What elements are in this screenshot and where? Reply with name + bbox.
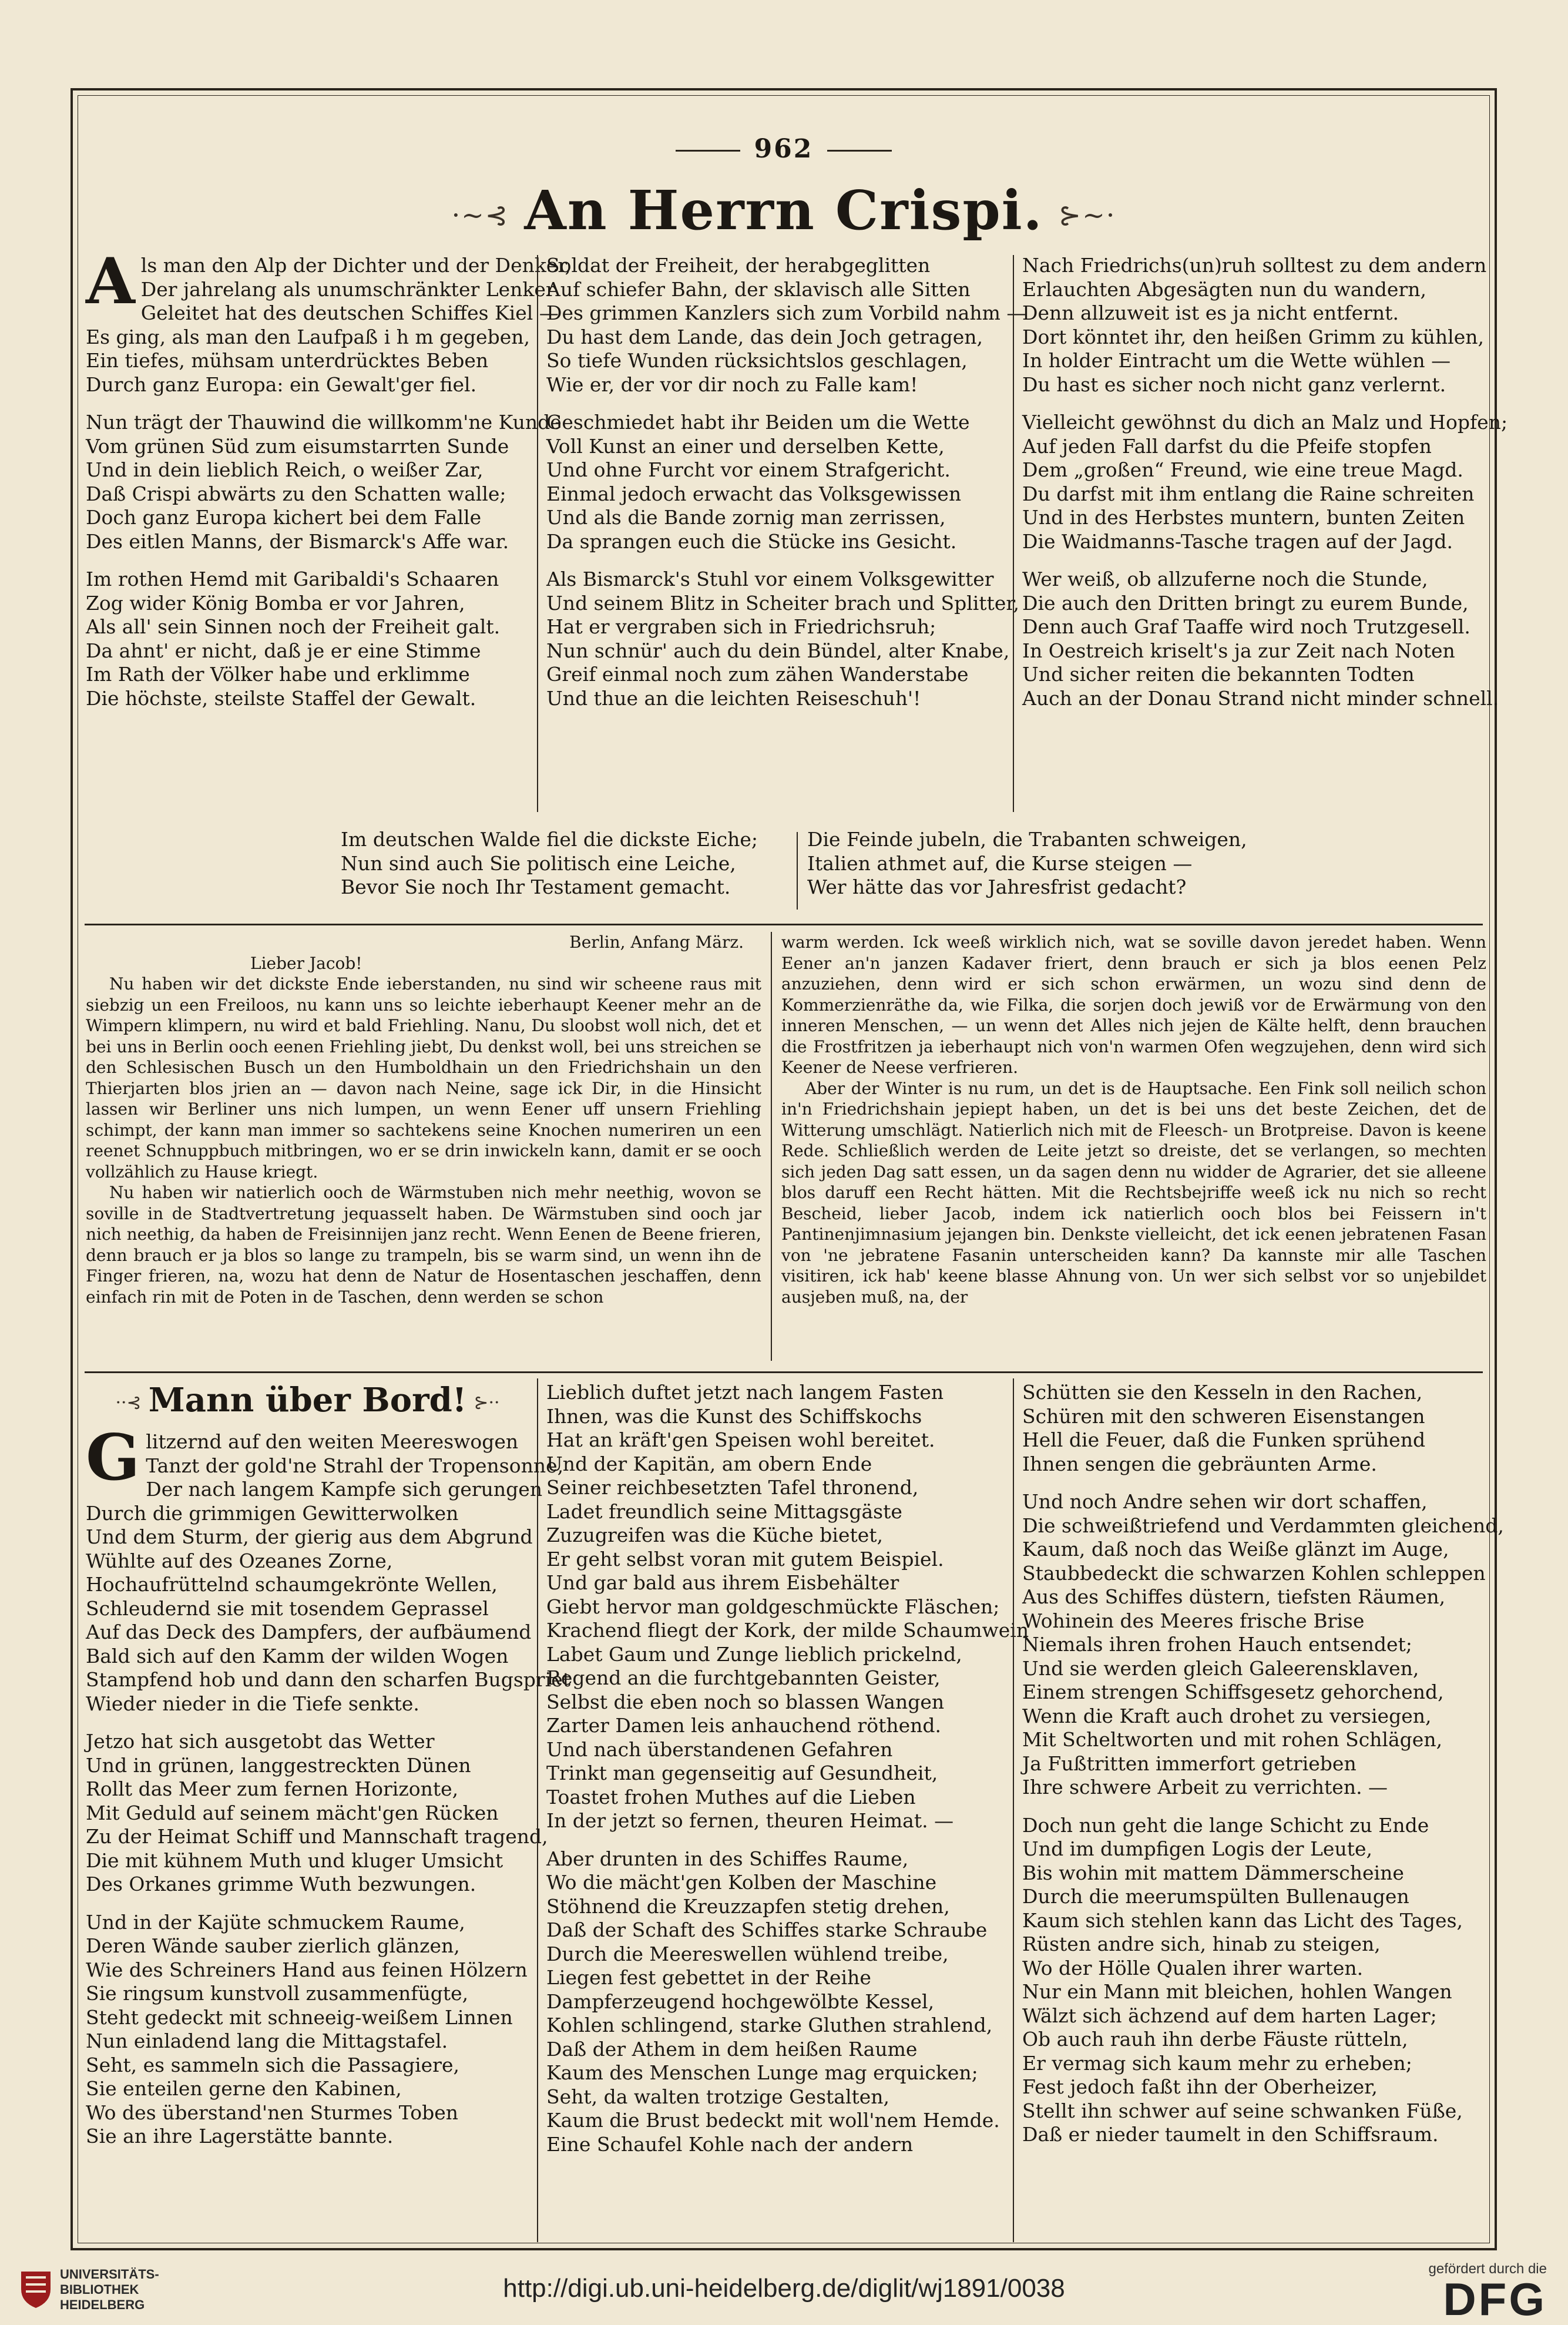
verse-line: Ihnen, was die Kunst des Schiffskochs xyxy=(546,1404,922,1428)
verse-line: Auf das Deck des Dampfers, der aufbäumend xyxy=(86,1621,532,1643)
verse-line: Bevor Sie noch Ihr Testament gemacht. xyxy=(341,875,731,898)
stanza xyxy=(546,568,1019,710)
stanza xyxy=(86,1730,548,1897)
section-divider xyxy=(85,1371,1483,1373)
verse-line: Doch nun geht die lange Schicht zu Ende xyxy=(1022,1813,1429,1837)
verse-line: Und nach überstandenen Gefahren xyxy=(546,1737,893,1761)
verse-line: Denn auch Graf Taaffe wird noch Trutzgesell. xyxy=(1022,615,1470,638)
verse-line: Der nach langem Kampfe sich gerungen xyxy=(146,1478,543,1501)
poem1-final-left xyxy=(341,828,787,900)
verse-line: Deren Wände sauber zierlich glänzen, xyxy=(86,1934,460,1957)
ornament-left-icon: ·~⊰ xyxy=(451,199,509,232)
stanza xyxy=(86,1421,571,1716)
stanza xyxy=(1022,568,1499,710)
verse-line: Wohinein des Meeres frische Brise xyxy=(1022,1609,1365,1632)
funder-logo[interactable] xyxy=(1428,2261,1547,2325)
verse-line: Doch ganz Europa kichert bei dem Falle xyxy=(86,506,482,529)
stanza xyxy=(86,244,572,397)
poem1-title: ·~⊰ An Herrn Crispi. ⊱~· xyxy=(451,179,1116,242)
stanza xyxy=(546,254,1026,397)
verse-line: Wer hätte das vor Jahresfrist gedacht? xyxy=(807,875,1187,898)
stanza xyxy=(1022,254,1486,397)
verse-line: Du hast es sicher noch nicht ganz verlernt. xyxy=(1022,373,1446,396)
stanza xyxy=(86,411,562,553)
funder-name: DFG xyxy=(1443,2273,1547,2325)
source-url-link[interactable]: http://digi.ub.uni-heidelberg.de/diglit/wj1891/0038 xyxy=(503,2274,1065,2303)
verse-line: Wenn die Kraft auch drohet zu versiegen, xyxy=(1022,1704,1432,1727)
column-rule xyxy=(537,1378,538,2242)
verse-line: Und im dumpfigen Logis der Leute, xyxy=(1022,1837,1372,1860)
verse-line: Ja Fußtritten immerfort getrieben xyxy=(1022,1752,1357,1775)
verse-line: Ihnen sengen die gebräunten Arme. xyxy=(1022,1452,1377,1475)
verse-line: Denn allzuweit ist es ja nicht entfernt. xyxy=(1022,301,1399,324)
verse-line: In holder Eintracht um die Wette wühlen — xyxy=(1022,349,1451,372)
verse-line: Schütten sie den Kesseln in den Rachen, xyxy=(1022,1381,1423,1404)
newspaper-page xyxy=(70,88,1508,2250)
verse-line: Daß der Schaft des Schiffes starke Schraube xyxy=(546,1918,988,1941)
verse-line: Durch die meerumspülten Bullenaugen xyxy=(1022,1885,1409,1908)
verse-line: Soldat der Freiheit, der herabgeglitten xyxy=(546,254,931,277)
section-divider xyxy=(85,924,1483,925)
verse-line: Ihre schwere Arbeit zu verrichten. — xyxy=(1022,1776,1388,1799)
verse-line: Staubbedeckt die schwarzen Kohlen schleppen xyxy=(1022,1561,1486,1585)
verse-line: Aber drunten in des Schiffes Raume, xyxy=(546,1847,909,1870)
column-rule xyxy=(1013,255,1014,812)
stanza xyxy=(1022,1814,1486,2147)
poem1-column-1 xyxy=(86,244,572,724)
verse-line: Als man den Alp der Dichter und der Denker, xyxy=(86,244,572,318)
verse-line: Und in dein lieblich Reich, o weißer Zar, xyxy=(86,458,484,481)
verse-line: Und noch Andre sehen wir dort schaffen, xyxy=(1022,1490,1428,1513)
verse-line: Regend an die furchtgebannten Geister, xyxy=(546,1666,941,1689)
verse-line: Eine Schaufel Kohle nach der andern xyxy=(546,2132,914,2156)
verse-line: Nun sind auch Sie politisch eine Leiche, xyxy=(341,851,736,875)
verse-line: Seiner reichbesetzten Tafel thronend, xyxy=(546,1476,919,1499)
letter-paragraph: Nu haben wir natierlich ooch de Wärmstuben nich mehr neethig, wovon se soville in de Stadtvertretung jequasselt haben. De Wärmstuben sind ooch jar nich neethig, da haben de Freisinnijen janz recht. Wenn Eenen de Beene frieren, denn brauch er ja blos so lange zu trampeln, bis se warm sind, un wenn ihn de Finger frieren, na, wozu hat denn de Natur de Hosentaschen jeschaffen, denn einfach rin mit de Poten in de Taschen, denn werden se schon xyxy=(86,1183,761,1307)
verse-line: Es ging, als man den Laufpaß i h m gegeben, xyxy=(86,325,530,348)
verse-line: Nun einladend lang die Mittagstafel. xyxy=(86,2029,448,2052)
verse-line: Du hast dem Lande, das dein Joch getragen, xyxy=(546,325,983,348)
verse-line: Stöhnend die Kreuzzapfen stetig drehen, xyxy=(546,1894,950,1918)
verse-line: Im deutschen Walde fiel die dickste Eiche; xyxy=(341,828,758,851)
verse-line: Wie des Schreiners Hand aus feinen Hölzern xyxy=(86,1958,528,1981)
verse-line: Als Bismarck's Stuhl vor einem Volksgewitter xyxy=(546,568,994,591)
verse-line: Italien athmet auf, die Kurse steigen — xyxy=(807,851,1193,875)
verse-line: Voll Kunst an einer und derselben Kette, xyxy=(546,434,945,458)
verse-line: Die schweißtriefend und Verdammten gleichend, xyxy=(1022,1514,1504,1537)
verse-line: In Oestreich kriselt's ja zur Zeit nach Noten xyxy=(1022,639,1455,662)
drop-cap: A xyxy=(86,244,135,318)
verse-line: Liegen fest gebettet in der Reihe xyxy=(546,1966,871,1989)
verse-line: Auf jeden Fall darfst du die Pfeife stopfen xyxy=(1022,434,1432,458)
verse-line: Greif einmal noch zum zähen Wanderstabe xyxy=(546,663,969,686)
verse-line: Er geht selbst voran mit gutem Beispiel. xyxy=(546,1547,944,1571)
verse-line: Lieblich duftet jetzt nach langem Fasten xyxy=(546,1381,944,1404)
verse-line: Seht, da walten trotzige Gestalten, xyxy=(546,2085,890,2108)
verse-line: Daß er nieder taumelt in den Schiffsraum. xyxy=(1022,2123,1439,2146)
verse-line: Geschmiedet habt ihr Beiden um die Wette xyxy=(546,411,970,434)
verse-line: Hat er vergraben sich in Friedrichsruh; xyxy=(546,615,936,638)
verse-line: Rollt das Meer zum fernen Horizonte, xyxy=(86,1777,459,1800)
poem1-final-right xyxy=(807,828,1265,900)
institution-name: UNIVERSITÄTS- BIBLIOTHEK HEIDELBERG xyxy=(60,2267,159,2312)
verse-line: Die Feinde jubeln, die Trabanten schweigen, xyxy=(807,828,1247,851)
verse-line: Stampfend hob und dann den scharfen Bugspriet xyxy=(86,1668,571,1691)
verse-line: Da sprangen euch die Stücke ins Gesicht. xyxy=(546,529,957,553)
poem1-column-3 xyxy=(1022,254,1508,724)
verse-line: Kohlen schlingend, starke Gluthen strahlend, xyxy=(546,2014,993,2037)
verse-line: Nach Friedrichs(un)ruh solltest zu dem andern xyxy=(1022,254,1487,277)
verse-line: Kaum, daß noch das Weiße glänzt im Auge, xyxy=(1022,1538,1449,1561)
column-rule xyxy=(1013,1378,1014,2242)
verse-line: Und ohne Furcht vor einem Strafgericht. xyxy=(546,458,951,481)
footer-bar xyxy=(0,2261,1568,2325)
column-rule xyxy=(537,255,538,812)
verse-line: So tiefe Wunden rücksichtslos geschlagen, xyxy=(546,349,968,372)
stanza xyxy=(546,411,1005,553)
verse-line: Und dem Sturm, der gierig aus dem Abgrund xyxy=(86,1525,533,1548)
verse-line: Zuzugreifen was die Küche bietet, xyxy=(546,1524,884,1546)
verse-line: Schüren mit den schweren Eisenstangen xyxy=(1022,1404,1425,1428)
verse-line: Die mit kühnem Muth und kluger Umsicht xyxy=(86,1848,503,1872)
verse-line: Die Waidmanns-Tasche tragen auf der Jagd. xyxy=(1022,529,1453,553)
verse-line: Des grimmen Kanzlers sich zum Vorbild nahm — xyxy=(546,301,1026,324)
verse-line: Selbst die eben noch so blassen Wangen xyxy=(546,1690,945,1713)
column-rule xyxy=(771,932,772,1361)
letter-dateline: Berlin, Anfang März. xyxy=(569,932,744,952)
funder-caption: gefördert durch die xyxy=(1428,2261,1547,2277)
verse-line: Hat an kräft'gen Speisen wohl bereitet. xyxy=(546,1428,935,1451)
verse-line: Wälzt sich ächzend auf dem harten Lager; xyxy=(1022,2004,1437,2027)
verse-line: Einem strengen Schiffsgesetz gehorchend, xyxy=(1022,1680,1444,1703)
verse-line: Und seinem Blitz in Scheiter brach und Splitter, xyxy=(546,591,1019,615)
verse-line: Trinkt man gegenseitig auf Gesundheit, xyxy=(546,1762,938,1784)
verse-line: Wieder nieder in die Tiefe senkte. xyxy=(86,1692,419,1715)
verse-line: Wühlte auf des Ozeanes Zorne, xyxy=(86,1549,393,1572)
verse-line: Kaum des Menschen Lunge mag erquicken; xyxy=(546,2061,978,2084)
verse-line: Niemals ihren frohen Hauch entsendet; xyxy=(1022,1633,1412,1656)
verse-line: Und in grünen, langgestreckten Dünen xyxy=(86,1753,471,1777)
verse-line: Im Rath der Völker habe und erklimme xyxy=(86,663,470,686)
verse-line: Krachend fliegt der Kork, der milde Schaumwein xyxy=(546,1619,1029,1642)
verse-line: Durch die grimmigen Gewitterwolken xyxy=(86,1501,459,1525)
verse-line: Ob auch rauh ihn derbe Fäuste rütteln, xyxy=(1022,2028,1408,2051)
verse-line: Sie enteilen gerne den Kabinen, xyxy=(86,2077,402,2100)
verse-line: Steht gedeckt mit schneeig-weißem Linnen xyxy=(86,2005,513,2029)
verse-line: Durch die Meereswellen wühlend treibe, xyxy=(546,1942,949,1965)
verse-line: Hell die Feuer, daß die Funken sprühend xyxy=(1022,1428,1426,1451)
verse-line: Nur ein Mann mit bleichen, hohlen Wangen xyxy=(1022,1980,1452,2003)
verse-line: Und in des Herbstes muntern, bunten Zeiten xyxy=(1022,506,1465,529)
verse-line: Und gar bald aus ihrem Eisbehälter xyxy=(546,1571,899,1594)
verse-line: Aus des Schiffes düstern, tiefsten Räumen, xyxy=(1022,1585,1446,1608)
verse-line: Geleitet hat des deutschen Schiffes Kiel — xyxy=(140,301,559,324)
verse-line: Schleudernd sie mit tosendem Geprassel xyxy=(86,1596,489,1620)
verse-line: Und thue an die leichten Reiseschuh'! xyxy=(546,686,921,710)
verse-line: Du darfst mit ihm entlang die Raine schreiten xyxy=(1022,482,1475,505)
verse-line: Stellt ihn schwer auf seine schwanken Füße, xyxy=(1022,2099,1463,2122)
verse-line: Jetzo hat sich ausgetobt das Wetter xyxy=(86,1730,435,1753)
stanza xyxy=(1022,411,1508,553)
verse-line: Tanzt der gold'ne Strahl der Tropensonne, xyxy=(146,1454,564,1477)
verse-line: Daß der Athem in dem heißen Raume xyxy=(546,2037,918,2061)
verse-line: Dem „großen“ Freund, wie eine treue Magd. xyxy=(1022,458,1463,481)
verse-line: Und sie werden gleich Galeerensklaven, xyxy=(1022,1656,1419,1680)
letter-salutation: Lieber Jacob! xyxy=(250,953,362,973)
poem2-column-1 xyxy=(86,1421,571,2163)
letter-paragraph: warm werden. Ick weeß wirklich nich, wat se soville davon jeredet haben. Wenn Eener an'n janzen Kadaver friert, denn brauch er sich ja blos eenen Pelz anzuziehen, denn wird er sich schon erwärmen, un wozu sind denn de Kommerzienräthe da, wie Filka, die sorjen doch jewiß vor de Erwärmung von den inneren Menschen, — un wenn det Alles nich jejen de Kälte helft, denn brauchen die Frostfritzen ja ieberhaupt nich von'n warmen Ofen wegzujehen, denn wird sich Keener de Neese verfrieren. xyxy=(781,932,1486,1077)
verse-line: Hochaufrüttelnd schaumgekrönte Wellen, xyxy=(86,1573,498,1596)
verse-line: Einmal jedoch erwacht das Volksgewissen xyxy=(546,482,962,505)
verse-line: Sie an ihre Lagerstätte bannte. xyxy=(86,2125,394,2148)
verse-line: Sie ringsum kunstvoll zusammenfügte, xyxy=(86,1982,469,2005)
verse-line: Nun trägt der Thauwind die willkomm'ne Kunde xyxy=(86,411,562,434)
verse-line: Bis wohin mit mattem Dämmerscheine xyxy=(1022,1861,1404,1884)
poem2-title: ··⊰ Mann über Bord! ⊱·· xyxy=(115,1381,500,1420)
verse-line: Dort könntet ihr, den heißen Grimm zu kühlen, xyxy=(1022,325,1484,348)
verse-line: Und in der Kajüte schmuckem Raume, xyxy=(86,1910,465,1934)
verse-line: Fest jedoch faßt ihn der Oberheizer, xyxy=(1022,2075,1378,2098)
letter-right-column xyxy=(781,932,1486,1307)
letter-paragraph: Nu haben wir det dickste Ende ieberstanden, nu sind wir scheene raus mit siebzig un een Freiloos, nu kann uns so leichte ieberhaupt Keener mehr an de Wimpern klimpern, nu wird et bald Friehling. Nanu, Du sloobst woll nich, det et bei uns in Berlin ooch eenen Friehling jiebt, Du denkst woll, bei uns streichen se den Schlesischen Busch un den Humboldhain un den Friedrichshain un den Thierjarten blos jrien an — davon nach Neine, sage ick Dir, in die Hinsicht lassen wir Berliner uns nich lumpen, un wenn Eener uff unsern Friehling schimpt, der kann man immer so sachtekens seine Knochen numeriren un een reenet Schnuppbuch mitbringen, wo er se drin inwickeln kann, damit er se ooch vollzählich zu Hause kriegt. xyxy=(86,974,761,1182)
verse-line: Seht, es sammeln sich die Passagiere, xyxy=(86,2053,459,2076)
verse-line: Glitzernd auf den weiten Meereswogen xyxy=(86,1421,519,1495)
verse-line: Toastet frohen Muthes auf die Lieben xyxy=(546,1785,916,1809)
verse-line: Wo des überstand'nen Sturmes Toben xyxy=(86,2101,459,2124)
drop-cap: G xyxy=(86,1421,140,1495)
verse-line: Als all' sein Sinnen noch der Freiheit galt. xyxy=(86,615,501,638)
verse-line: Wie er, der vor dir noch zu Falle kam! xyxy=(546,373,918,396)
verse-line: Auf schiefer Bahn, der sklavisch alle Sitten xyxy=(546,277,971,301)
stanza xyxy=(86,568,529,710)
verse-line: Er vermag sich kaum mehr zu erheben; xyxy=(1022,2051,1412,2075)
poem1-column-2 xyxy=(546,254,1026,724)
letter-paragraph: Aber der Winter is nu rum, un det is de Hauptsache. Een Fink soll neilich schon in'n Friedrichshain jepiept haben, un det is bei uns det beste Zeichen, det de Witterung umschlägt. Natierlich nich mit de Fleesch- un Brotpreise. Davon is keene Rede. Schließlich werden de Leite jetzt so dreiste, det se verlangen, so mechten sich jeden Dag satt essen, un da sagen denn nu widder de Agrarier, det sie alleene blos daruff een Recht hätten. Mit die Rechtsbejriffe weeß ick nu nich so recht Bescheid, lieber Jacob, indem ick natierlich ooch blos bei Feissern in't Pantinenjimnasium jejangen bin. Denkste vielleicht, det ick eenen jebratenen Fasan von 'ne jebratene Fasanin unterscheiden kann? Da kannste mir alle Taschen visitiren, ick hab' keene blasse Ahnung von. Un wer sich selbst vor so unjebildet ausjeben muß, na, der xyxy=(781,1078,1486,1307)
verse-line: Wo der Hölle Qualen ihrer warten. xyxy=(1022,1956,1364,1980)
verse-line: Der jahrelang als unumschränkter Lenker xyxy=(140,277,555,301)
verse-line: Im rothen Hemd mit Garibaldi's Schaaren xyxy=(86,568,499,591)
ornament-right-icon: ⊱~· xyxy=(1058,199,1116,232)
verse-line: Rüsten andre sich, hinab zu steigen, xyxy=(1022,1933,1381,1955)
verse-line: Bald sich auf den Kamm der wilden Wogen xyxy=(86,1644,509,1668)
verse-line: Zarter Damen leis anhauchend röthend. xyxy=(546,1714,941,1737)
verse-line: Die höchste, steilste Staffel der Gewalt. xyxy=(86,686,476,710)
verse-line: Mit Geduld auf seinem mächt'gen Rücken xyxy=(86,1801,499,1824)
verse-line: Labet Gaum und Zunge lieblich prickelnd, xyxy=(546,1642,962,1666)
verse-line: Und der Kapitän, am obern Ende xyxy=(546,1452,872,1475)
verse-line: Auch an der Donau Strand nicht minder schnell. xyxy=(1022,686,1499,710)
stanza xyxy=(1022,1381,1486,1476)
verse-line: Die auch den Dritten bringt zu eurem Bunde, xyxy=(1022,591,1469,615)
stanza xyxy=(546,1847,1005,2157)
verse-line: Giebt hervor man goldgeschmückte Fläschen; xyxy=(546,1595,1000,1618)
verse-line: Durch ganz Europa: ein Gewalt'ger fiel. xyxy=(86,373,477,396)
verse-line: Ein tiefes, mühsam unterdrücktes Beben xyxy=(86,349,489,372)
verse-line: Da ahnt' er nicht, daß je er eine Stimme xyxy=(86,639,481,662)
verse-line: Nun schnür' auch du dein Bündel, alter Knabe, xyxy=(546,639,1010,662)
stanza xyxy=(546,1381,1029,1833)
column-rule xyxy=(797,832,798,910)
verse-line: Und sicher reiten die bekannten Todten xyxy=(1022,663,1415,686)
verse-line: Erlauchten Abgesägten nun du wandern, xyxy=(1022,277,1426,301)
verse-line: Daß Crispi abwärts zu den Schatten walle; xyxy=(86,482,506,505)
letter-left-column xyxy=(86,932,761,1307)
stanza xyxy=(86,1911,529,2149)
verse-line: Kaum sich stehlen kann das Licht des Tages, xyxy=(1022,1908,1463,1932)
verse-line: Und als die Bande zornig man zerrissen, xyxy=(546,506,946,529)
verse-line: Vielleicht gewöhnst du dich an Malz und Hopfen; xyxy=(1022,411,1508,434)
verse-line: Ladet freundlich seine Mittagsgäste xyxy=(546,1499,902,1523)
verse-line: Zog wider König Bomba er vor Jahren, xyxy=(86,591,465,615)
verse-line: Dampferzeugend hochgewölbte Kessel, xyxy=(546,1989,935,2013)
verse-line: In der jetzt so fernen, theuren Heimat. — xyxy=(546,1809,954,1832)
verse-line: Zu der Heimat Schiff und Mannschaft tragend, xyxy=(86,1825,548,1848)
verse-line: Des eitlen Manns, der Bismarck's Affe war. xyxy=(86,529,509,553)
verse-line: Wer weiß, ob allzuferne noch die Stunde, xyxy=(1022,568,1428,591)
verse-line: Des Orkanes grimme Wuth bezwungen. xyxy=(86,1873,476,1895)
stanza xyxy=(1022,1490,1504,1800)
poem2-column-3 xyxy=(1022,1381,1504,2161)
verse-line: Vom grünen Süd zum eisumstarrten Sunde xyxy=(86,434,509,458)
verse-line: Kaum die Brust bedeckt mit woll'nem Hemde. xyxy=(546,2109,1000,2132)
poem2-column-2 xyxy=(546,1381,1029,2170)
verse-line: Mit Scheltworten und mit rohen Schlägen, xyxy=(1022,1728,1443,1751)
page-number: 962 xyxy=(73,134,1495,164)
verse-line: Wo die mächt'gen Kolben der Maschine xyxy=(546,1871,937,1894)
